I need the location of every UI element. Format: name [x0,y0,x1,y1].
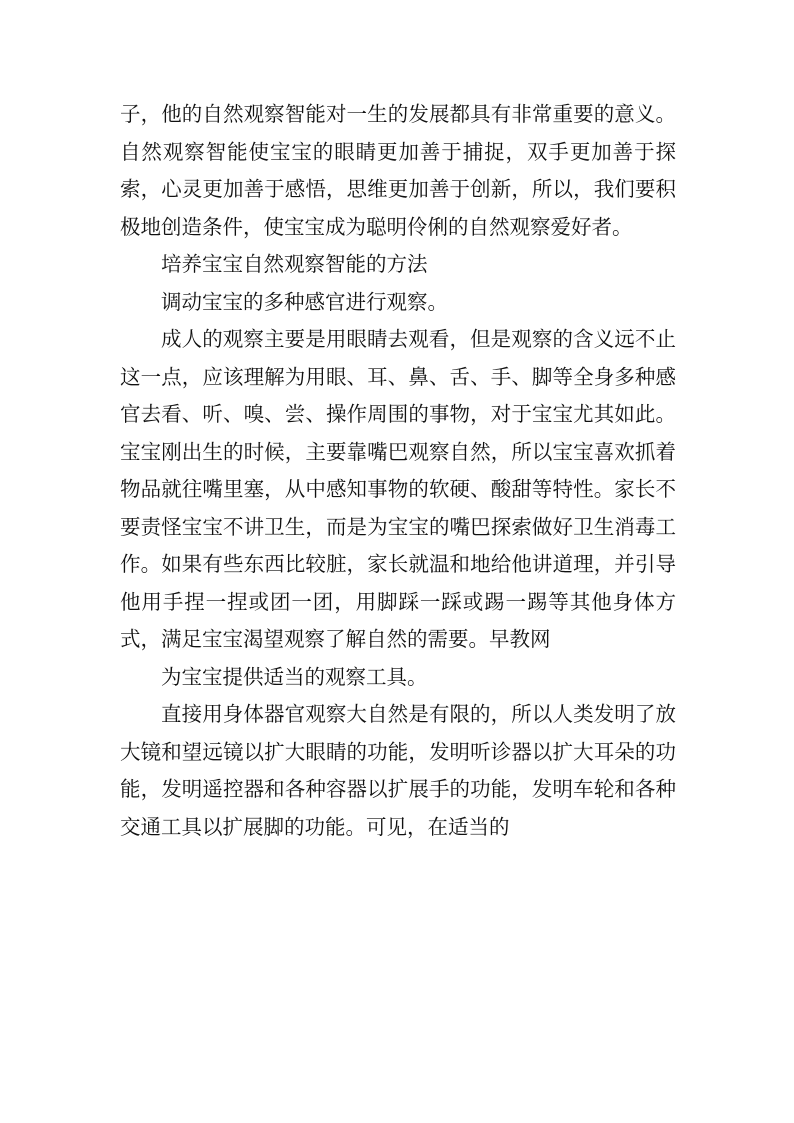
paragraph-senses-body: 成人的观察主要是用眼睛去观看，但是观察的含义远不止这一点，应该理解为用眼、耳、鼻、舌、手、脚等全身多种感官去看、听、嗅、尝、操作周围的事物，对于宝宝尤其如此。宝宝刚出生的时候，主要靠嘴巴观察自然，所以宝宝喜欢抓着物品就往嘴里塞，从中感知事物的软硬、酸甜等特性。家长不要责怪宝宝不讲卫生，而是为宝宝的嘴巴探索做好卫生消毒工作。如果有些东西比较脏，家长就温和地给他讲道理，并引导他用手捏一捏或团一团，用脚踩一踩或踢一踢等其他身体方式，满足宝宝渴望观察了解自然的需要。早教网 [120,327,676,651]
section-heading-methods: 培养宝宝自然观察智能的方法 [161,252,428,276]
subheading-observation-tools: 为宝宝提供适当的观察工具。 [161,664,428,689]
subheading-multiple-senses: 调动宝宝的多种感官进行观察。 [161,289,448,314]
document-page [120,96,676,846]
paragraph-intro-continuation: 子，他的自然观察智能对一生的发展都具有非常重要的意义。自然观察智能使宝宝的眼睛更加善于捕捉，双手更加善于探索，心灵更加善于感悟，思维更加善于创新，所以，我们要积极地创造条件，使宝宝成为聪明伶俐的自然观察爱好者。 [120,102,676,239]
paragraph-tools-body: 直接用身体器官观察大自然是有限的，所以人类发明了放大镜和望远镜以扩大眼睛的功能，发明听诊器以扩大耳朵的功能，发明遥控器和各种容器以扩展手的功能，发明车轮和各种交通工具以扩展脚的功能。可见，在适当的 [120,702,676,839]
